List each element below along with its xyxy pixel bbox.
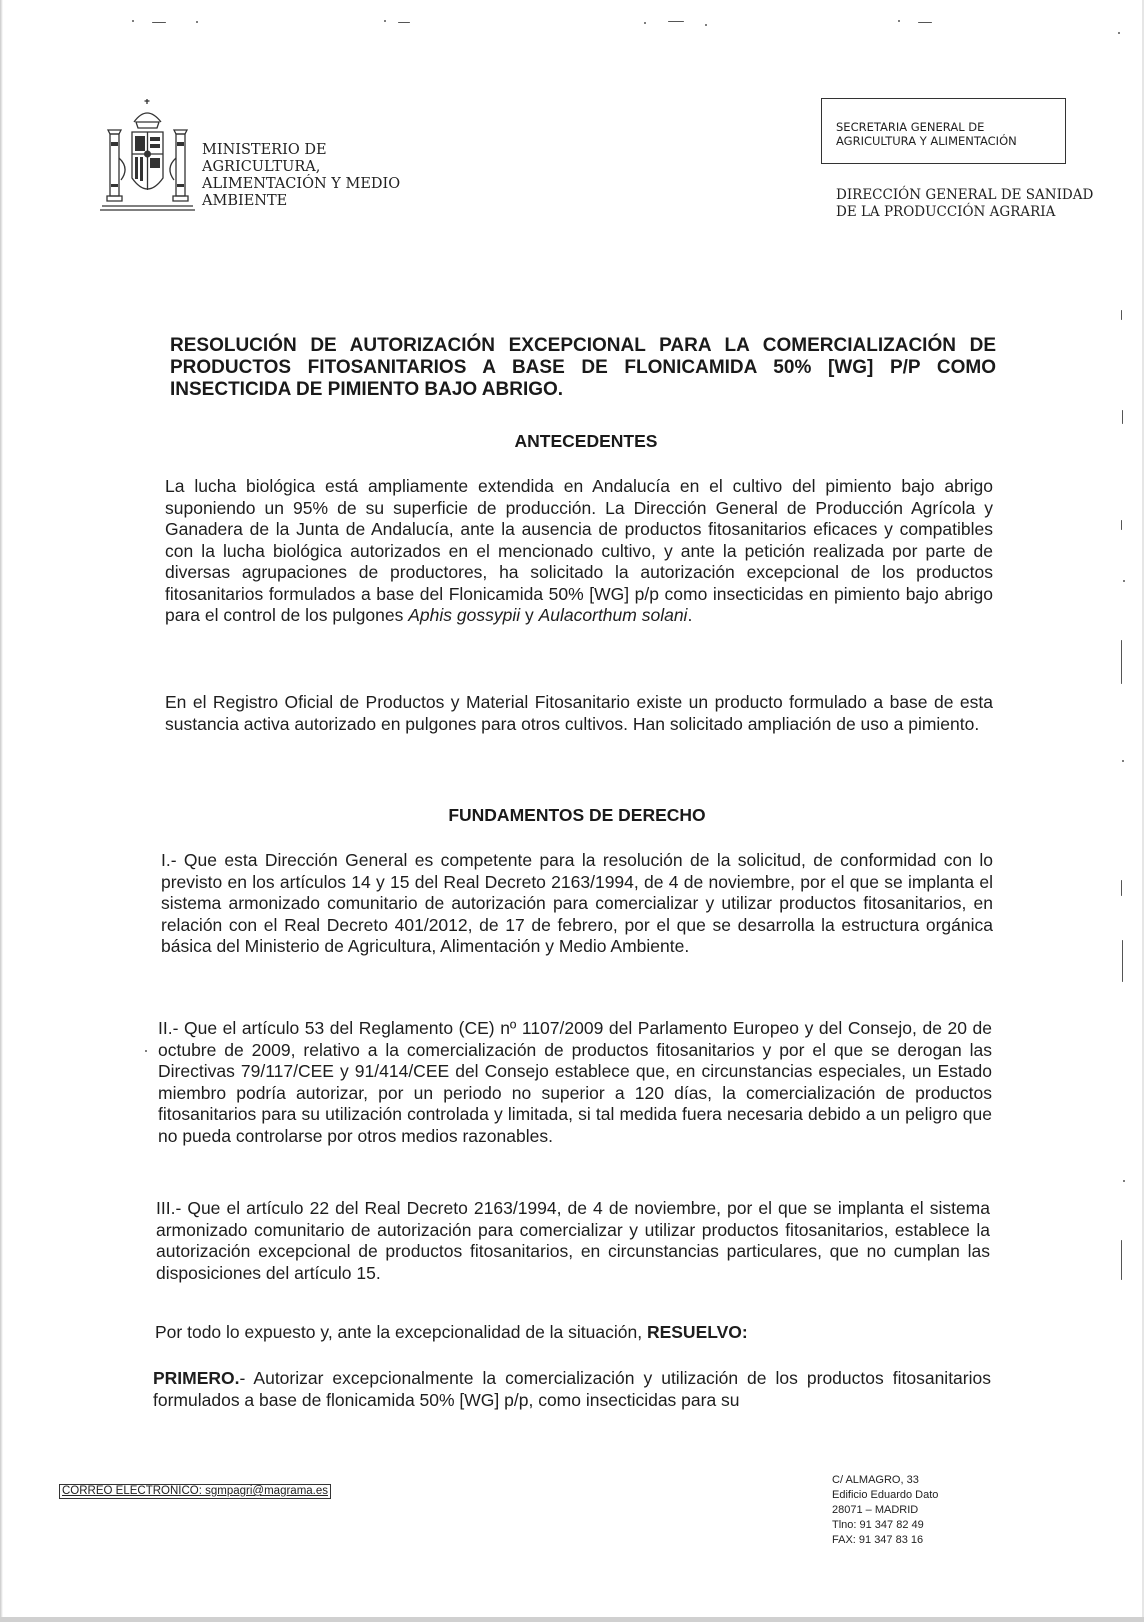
address-line: Tlno: 91 347 82 49 bbox=[832, 1519, 924, 1531]
address-line: C/ ALMAGRO, 33 bbox=[832, 1474, 919, 1486]
address-line: 28071 – MADRID bbox=[832, 1504, 919, 1516]
scan-speck bbox=[898, 20, 900, 22]
antecedentes-paragraph-2: En el Registro Oficial de Productos y Material Fitosanitario existe un producto formulado a base de esta sustancia activa autorizado en pulgones para otros cultivos. Han solicitado ampliación de uso a pimiento. bbox=[165, 692, 993, 734]
coat-of-arms-icon bbox=[100, 98, 195, 216]
primero-paragraph bbox=[153, 1368, 991, 1411]
scan-speck bbox=[668, 21, 684, 22]
footer-email: CORREO ELECTRONICO: sgmpagri@magrama.es bbox=[59, 1484, 331, 1499]
scan-speck bbox=[705, 24, 707, 26]
scan-speck bbox=[132, 20, 134, 22]
resuelvo-intro: Por todo lo expuesto y, ante la excepcionalidad de la situación, bbox=[155, 1322, 643, 1342]
antecedentes-paragraph-1 bbox=[165, 476, 993, 627]
scan-speck bbox=[145, 1050, 147, 1052]
species-name: Aphis gossypii bbox=[408, 605, 521, 625]
ministry-name bbox=[202, 142, 400, 210]
scan-speck bbox=[644, 22, 646, 24]
sentence-end: . bbox=[687, 605, 693, 625]
direccion-line: DIRECCIÓN GENERAL DE SANIDAD bbox=[836, 187, 1094, 203]
ministry-line: AGRICULTURA, bbox=[202, 159, 321, 175]
scan-speck bbox=[918, 22, 932, 23]
direccion-general bbox=[836, 187, 1093, 221]
address-line: Edificio Eduardo Dato bbox=[832, 1489, 939, 1501]
document-title: RESOLUCIÓN DE AUTORIZACIÓN EXCEPCIONAL PARA LA COMERCIALIZACIÓN DE PRODUCTOS FITOSANITARIOS A BASE DE FLONICAMIDA 50% [WG] P/P COMO INSECTICIDA DE PIMIENTO BAJO ABRIGO. bbox=[170, 335, 996, 400]
scan-speck bbox=[1121, 880, 1122, 896]
ministry-line: ALIMENTACIÓN Y MEDIO bbox=[202, 176, 401, 192]
secretaria-box bbox=[821, 98, 1066, 164]
antecedentes-p1-text: La lucha biológica está ampliamente extendida en Andalucía en el cultivo del pimiento bajo abrigo suponiendo un 95% de su superficie de producción. La Dirección General de Producción Agrícola y Ganadera de la Junta de Andalucía, ante la ausencia de productos fitosanitarios eficaces y compatibles con la lucha biológica autorizados en el mencionado cultivo, y ante la petición realizada por parte de diversas agrupaciones de productores, ha solicitado la autorización excepcional de los productos fitosanitarios formulados a base del Flonicamida 50% [WG] p/p como insecticidas en pimiento bajo abrigo para el control de los pulgones bbox=[165, 476, 993, 625]
antecedentes-heading: ANTECEDENTES bbox=[514, 431, 658, 451]
secretaria-line: SECRETARIA GENERAL DE bbox=[836, 120, 985, 134]
species-name: Aulacorthum solani bbox=[538, 605, 688, 625]
scan-speck bbox=[1118, 32, 1120, 34]
scan-speck bbox=[152, 22, 166, 23]
scan-speck bbox=[1122, 760, 1124, 762]
resuelvo-word: RESUELVO: bbox=[646, 1322, 748, 1342]
fundamento-ii: II.- Que el artículo 53 del Reglamento (CE) nº 1107/2009 del Parlamento Europeo y del Consejo, de 20 de octubre de 2009, relativo a la comercialización de productos fitosanitarios y por el que se derogan las Directivas 79/117/CEE y 91/414/CEE del Consejo establece que, en circunstancias especiales, un Estado miembro podría autorizar, por un periodo no superior a 120 días, la comercialización de productos fitosanitarios para su utilización controlada y limitada, si tal medida fuera necesaria debido a un peligro que no pueda controlarse por otros medios razonables. bbox=[158, 1018, 992, 1146]
scan-speck bbox=[1123, 580, 1125, 582]
primero-label: PRIMERO. bbox=[153, 1368, 240, 1388]
connector-text: y bbox=[524, 605, 534, 625]
resuelvo-paragraph bbox=[155, 1322, 995, 1344]
footer-address bbox=[832, 1473, 938, 1548]
scan-speck bbox=[384, 20, 386, 22]
scan-speck bbox=[1122, 410, 1123, 424]
scan-speck bbox=[398, 22, 410, 23]
scan-speck bbox=[1122, 940, 1123, 982]
primero-text: - Autorizar excepcionalmente la comercialización y utilización de los productos fitosanitarios formulados a base de flonicamida 50% [WG] p/p, como insecticidas para su bbox=[153, 1368, 991, 1410]
scan-edge-bottom bbox=[0, 1617, 1144, 1622]
ministry-line: MINISTERIO DE bbox=[202, 142, 327, 158]
fundamento-iii: III.- Que el artículo 22 del Real Decreto 2163/1994, de 4 de noviembre, por el que se implanta el sistema armonizado comunitario de autorización para comercializar y utilizar productos fitosanitarios, establece la autorización excepcional de productos fitosanitarios, en circunstancias particulares, que no cumplan las disposiciones del artículo 15. bbox=[156, 1198, 990, 1283]
scan-speck bbox=[1121, 310, 1122, 320]
scan-speck bbox=[1121, 1240, 1122, 1280]
scan-speck bbox=[1121, 640, 1122, 684]
scan-speck bbox=[1123, 1180, 1125, 1182]
scan-speck bbox=[1121, 520, 1122, 530]
secretaria-line: AGRICULTURA Y ALIMENTACIÓN bbox=[836, 134, 1017, 148]
fundamentos-heading: FUNDAMENTOS DE DERECHO bbox=[448, 805, 706, 825]
scan-speck bbox=[196, 21, 198, 23]
address-line: FAX: 91 347 83 16 bbox=[832, 1534, 924, 1546]
direccion-line: DE LA PRODUCCIÓN AGRARIA bbox=[836, 204, 1056, 220]
fundamento-i: I.- Que esta Dirección General es competente para la resolución de la solicitud, de conformidad con lo previsto en los artículos 14 y 15 del Real Decreto 2163/1994, de 4 de noviembre, por el que se implanta el sistema armonizado comunitario de autorización para comercializar y utilizar productos fitosanitarios, en relación con el Real Decreto 401/2012, de 17 de febrero, por el que se desarrolla la estructura orgánica básica del Ministerio de Agricultura, Alimentación y Medio Ambiente. bbox=[161, 850, 993, 956]
ministry-line: AMBIENTE bbox=[202, 193, 288, 209]
